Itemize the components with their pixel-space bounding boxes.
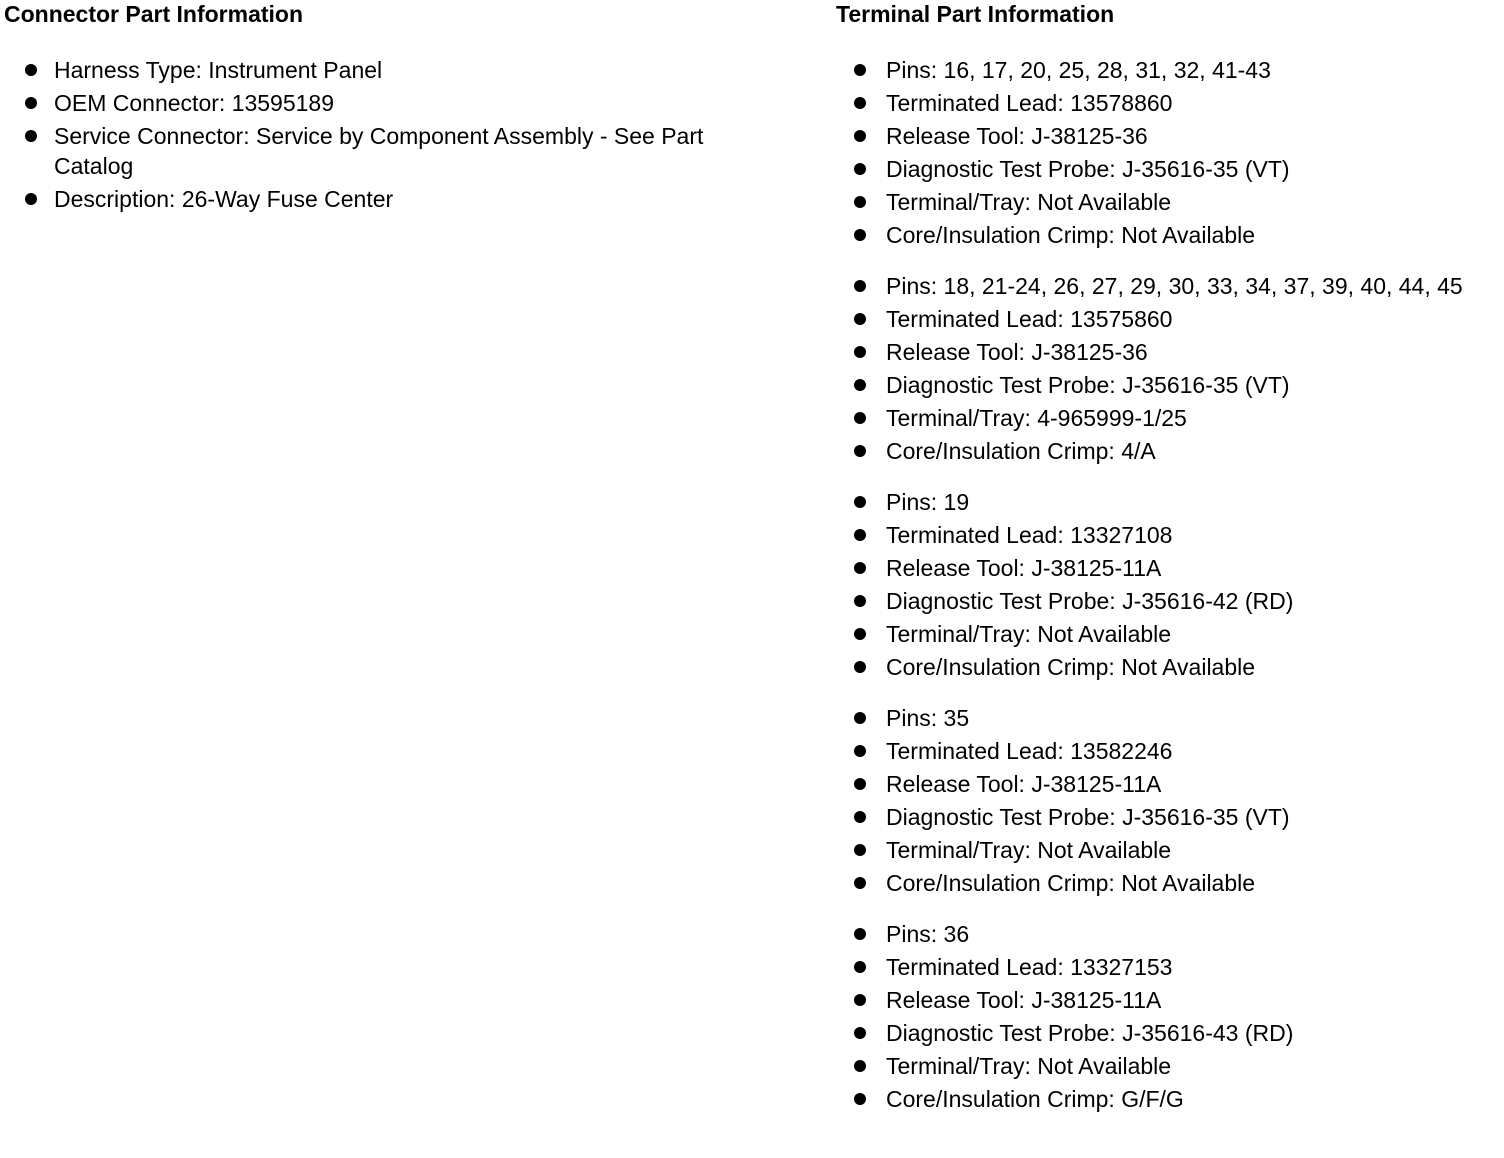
terminal-list: [836, 703, 1496, 898]
list-item: [836, 271, 1496, 301]
list-item: [836, 154, 1496, 184]
list-item-text: Harness Type: Instrument Panel: [54, 57, 383, 83]
bullet-icon: [854, 229, 866, 241]
list-item: [836, 652, 1496, 682]
list-item-text: Terminal/Tray: Not Available: [886, 837, 1172, 863]
list-item-text: Terminal/Tray: Not Available: [886, 621, 1172, 647]
list-item: [836, 769, 1496, 799]
list-item: [836, 586, 1496, 616]
list-item: [836, 370, 1496, 400]
list-item: [836, 985, 1496, 1015]
bullet-icon: [854, 994, 866, 1006]
list-item-text: Terminated Lead: 13578860: [886, 90, 1173, 116]
bullet-icon: [854, 346, 866, 358]
list-item: [4, 88, 804, 118]
bullet-icon: [854, 313, 866, 325]
bullet-icon: [25, 193, 37, 205]
bullet-icon: [854, 562, 866, 574]
list-item-text: Core/Insulation Crimp: 4/A: [886, 438, 1156, 464]
bullet-icon: [854, 877, 866, 889]
bullet-icon: [25, 130, 37, 142]
terminal-heading: Terminal Part Information: [836, 1, 1115, 27]
list-item-text: Pins: 36: [886, 921, 970, 947]
bullet-icon: [854, 595, 866, 607]
list-item-text: Terminal/Tray: 4-965999-1/25: [886, 405, 1187, 431]
bullet-icon: [854, 745, 866, 757]
list-item-text: Terminated Lead: 13575860: [886, 306, 1173, 332]
list-item: [836, 736, 1496, 766]
list-item-text: Pins: 35: [886, 705, 970, 731]
bullet-icon: [854, 412, 866, 424]
list-item-text: Description: 26-Way Fuse Center: [54, 186, 394, 212]
bullet-icon: [854, 445, 866, 457]
list-item-text: Release Tool: J-38125-11A: [886, 771, 1162, 797]
list-item-text: Pins: 18, 21-24, 26, 27, 29, 30, 33, 34, 37, 39, 40, 44, 45: [886, 273, 1463, 299]
list-item: [836, 520, 1496, 550]
list-item: [836, 487, 1496, 517]
terminal-section: [836, 0, 1496, 1117]
terminal-list: [836, 55, 1496, 250]
terminal-list: [836, 919, 1496, 1114]
list-item: [836, 121, 1496, 151]
list-item-text: Service Connector: Service by Component Assembly - See Part Catalog: [54, 123, 704, 179]
bullet-icon: [854, 529, 866, 541]
bullet-icon: [854, 130, 866, 142]
terminal-list: [836, 487, 1496, 682]
list-item-text: Release Tool: J-38125-11A: [886, 555, 1162, 581]
list-item: [836, 703, 1496, 733]
terminal-group: [836, 919, 1496, 1114]
bullet-icon: [854, 64, 866, 76]
list-item-text: Core/Insulation Crimp: Not Available: [886, 870, 1256, 896]
list-item: [836, 187, 1496, 217]
connector-list: [4, 55, 804, 214]
list-item-text: Release Tool: J-38125-36: [886, 339, 1148, 365]
bullet-icon: [854, 1093, 866, 1105]
list-item: [836, 619, 1496, 649]
list-item-text: Core/Insulation Crimp: G/F/G: [886, 1086, 1184, 1112]
bullet-icon: [854, 844, 866, 856]
terminal-group: [836, 271, 1496, 466]
bullet-icon: [854, 661, 866, 673]
list-item-text: Release Tool: J-38125-36: [886, 123, 1148, 149]
list-item: [836, 88, 1496, 118]
list-item: [836, 835, 1496, 865]
bullet-icon: [854, 379, 866, 391]
list-item: [836, 868, 1496, 898]
list-item-text: Diagnostic Test Probe: J-35616-35 (VT): [886, 372, 1290, 398]
list-item-text: Terminated Lead: 13327153: [886, 954, 1173, 980]
list-item: [836, 1084, 1496, 1114]
list-item-text: Diagnostic Test Probe: J-35616-42 (RD): [886, 588, 1294, 614]
list-item-text: Pins: 16, 17, 20, 25, 28, 31, 32, 41-43: [886, 57, 1271, 83]
list-item: [836, 55, 1496, 85]
terminal-group: [836, 487, 1496, 682]
list-item-text: OEM Connector: 13595189: [54, 90, 335, 116]
bullet-icon: [854, 712, 866, 724]
terminal-group: [836, 703, 1496, 898]
bullet-icon: [854, 196, 866, 208]
list-item: [836, 1018, 1496, 1048]
connector-section: [4, 0, 804, 217]
list-item: [836, 436, 1496, 466]
list-item: [4, 55, 804, 85]
connector-heading: Connector Part Information: [4, 1, 304, 27]
bullet-icon: [854, 1060, 866, 1072]
list-item: [836, 553, 1496, 583]
list-item-text: Pins: 19: [886, 489, 970, 515]
bullet-icon: [854, 97, 866, 109]
list-item: [4, 121, 804, 181]
bullet-icon: [854, 1027, 866, 1039]
list-item-text: Terminal/Tray: Not Available: [886, 189, 1172, 215]
terminal-group: [836, 55, 1496, 250]
bullet-icon: [854, 961, 866, 973]
bullet-icon: [854, 928, 866, 940]
list-item-text: Diagnostic Test Probe: J-35616-43 (RD): [886, 1020, 1294, 1046]
list-item-text: Core/Insulation Crimp: Not Available: [886, 654, 1256, 680]
list-item-text: Diagnostic Test Probe: J-35616-35 (VT): [886, 804, 1290, 830]
list-item: [836, 919, 1496, 949]
bullet-icon: [25, 97, 37, 109]
bullet-icon: [854, 778, 866, 790]
list-item-text: Terminal/Tray: Not Available: [886, 1053, 1172, 1079]
list-item: [836, 403, 1496, 433]
list-item: [836, 1051, 1496, 1081]
list-item: [836, 220, 1496, 250]
bullet-icon: [854, 163, 866, 175]
list-item: [4, 184, 804, 214]
bullet-icon: [854, 811, 866, 823]
list-item-text: Terminated Lead: 13582246: [886, 738, 1173, 764]
bullet-icon: [25, 64, 37, 76]
bullet-icon: [854, 628, 866, 640]
list-item: [836, 802, 1496, 832]
list-item-text: Core/Insulation Crimp: Not Available: [886, 222, 1256, 248]
list-item-text: Release Tool: J-38125-11A: [886, 987, 1162, 1013]
list-item-text: Diagnostic Test Probe: J-35616-35 (VT): [886, 156, 1290, 182]
terminal-list: [836, 271, 1496, 466]
bullet-icon: [854, 496, 866, 508]
list-item: [836, 337, 1496, 367]
list-item-text: Terminated Lead: 13327108: [886, 522, 1173, 548]
bullet-icon: [854, 280, 866, 292]
list-item: [836, 304, 1496, 334]
list-item: [836, 952, 1496, 982]
